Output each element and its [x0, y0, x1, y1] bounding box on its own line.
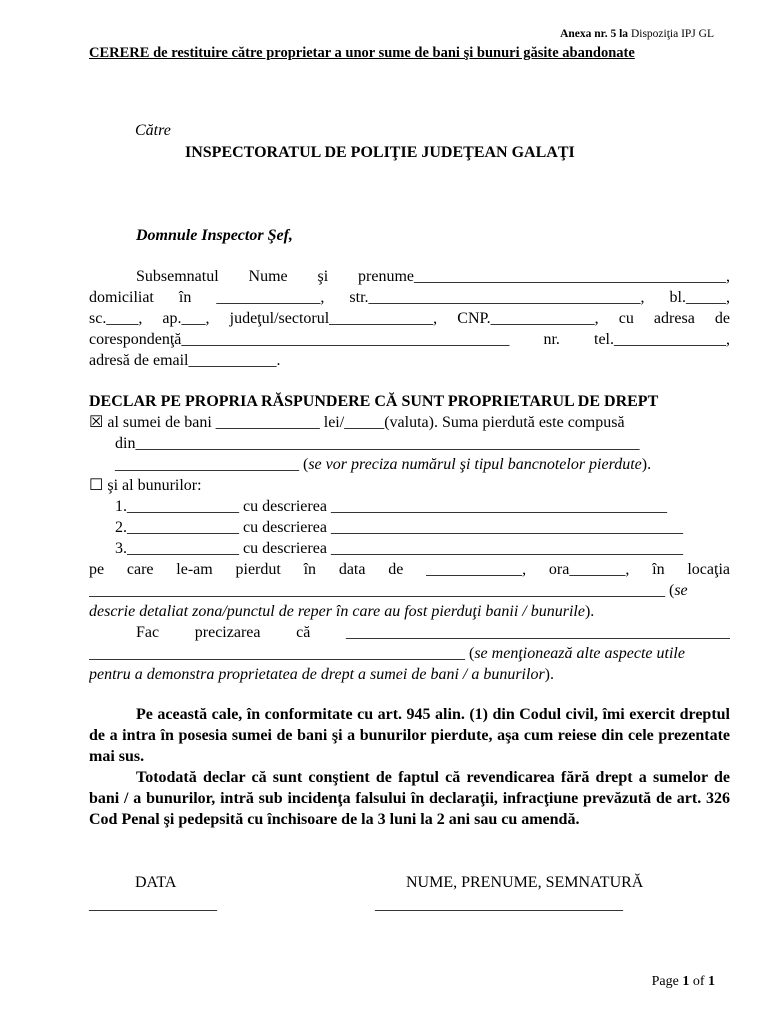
- date-blank: ________________: [89, 896, 217, 913]
- lost-location-line: [89, 580, 730, 601]
- remark-instruction-start: se menţionează alte aspecte utile: [474, 645, 685, 662]
- page-prefix: Page: [651, 974, 683, 989]
- money-line-2: din_______________________________________________________________: [115, 435, 640, 452]
- lost-location-line-2: [89, 601, 730, 622]
- page-current: 1: [682, 974, 690, 989]
- lost-location-instruction-start: se: [674, 582, 688, 599]
- lost-date-line: pe care le-am pierdut în data de ____________, ora_______, în locaţia: [89, 561, 730, 578]
- lost-location-end: ).: [584, 603, 595, 620]
- money-line-1: [89, 412, 730, 433]
- remark-end: ).: [544, 666, 554, 683]
- annex-number: Anexa nr. 5 la: [560, 28, 629, 40]
- salutation: Domnule Inspector Şef,: [136, 227, 293, 244]
- page-total: 1: [708, 974, 715, 989]
- identity-line-name: Subsemnatul Nume şi prenume_______________________________________,: [136, 268, 730, 285]
- document-title: [89, 45, 635, 62]
- goods-item-3: 3.______________ cu descrierea ____________________________________________: [115, 540, 683, 557]
- identity-line-cnp: sc.____, ap.___, judeţul/sectorul_____________, CNP._____________, cu adresa de: [89, 310, 730, 327]
- title-description: de restituire către proprietar a unor sume de bani şi bunuri găsite abandonate: [149, 45, 635, 61]
- identity-line-address: domiciliat în _____________, str.__________________________________, bl._____,: [89, 289, 730, 306]
- identity-section: [89, 266, 730, 371]
- goods-item-1: 1.______________ cu descrierea __________________________________________: [115, 498, 667, 515]
- addressee-institution: INSPECTORATUL DE POLIŢIE JUDEŢEAN GALAŢI: [185, 144, 575, 161]
- remark-line-3: [89, 664, 730, 685]
- money-checkbox[interactable]: ☒: [89, 414, 104, 431]
- lost-location-instruction: descrie detaliat zona/punctul de reper în care au fost pierduţi banii / bunurile: [89, 603, 585, 620]
- lost-location-blank: ________________________________________________________________________ (: [89, 582, 675, 599]
- annex-disposition: Dispoziţia IPJ GL: [628, 28, 714, 40]
- money-line-3: [89, 454, 730, 475]
- addressee-catre: Către: [135, 122, 171, 139]
- remark-instruction: pentru a demonstra proprietatea de drept a sumei de bani / a bunurilor: [89, 666, 545, 683]
- annex-reference: [560, 28, 714, 40]
- declaration-heading: DECLAR PE PROPRIA RĂSPUNDERE CĂ SUNT PROPRIETARUL DE DREPT: [89, 393, 659, 410]
- identity-line-email: adresă de email___________.: [89, 352, 281, 369]
- remark-line-2: [89, 643, 730, 664]
- name-signature-label: NUME, PRENUME, SEMNATURĂ: [406, 874, 644, 891]
- goods-checkbox[interactable]: ☐: [89, 477, 104, 494]
- declaration-section: [89, 391, 730, 685]
- money-notes-blank: _______________________ (: [115, 456, 309, 473]
- page-of: of: [689, 974, 708, 989]
- money-description: al sumei de bani _____________ lei/_____(valuta). Suma pierdută este compusă: [107, 414, 625, 431]
- remark-blank: _______________________________________________ (: [89, 645, 475, 662]
- legal-paragraph-1: Pe această cale, în conformitate cu art. 945 alin. (1) din Codul civil, îmi exercit dreptul de a intra în posesia sumei de bani şi a bunurilor pierdute, aşa cum reiese din cele prezentate mai sus.: [89, 706, 730, 765]
- goods-item-2: 2.______________ cu descrierea ____________________________________________: [115, 519, 683, 536]
- page-number: [652, 974, 715, 990]
- identity-line-correspondence: corespondenţă_________________________________________ nr. tel.______________,: [89, 331, 730, 348]
- name-signature-blank: _______________________________: [375, 896, 623, 913]
- date-label: DATA: [135, 874, 177, 891]
- goods-label: şi al bunurilor:: [103, 477, 202, 494]
- legal-paragraph-2: Totodată declar că sunt conştient de faptul că revendicarea fără drept a sumelor de bani / a bunurilor, intră sub incidenţa falsului în declaraţii, infracţiune prevăzută de art. 326 Cod Penal şi pedepsită cu închisoare de la 3 luni la 2 ani sau cu amendă.: [89, 769, 730, 828]
- title-cerere: CERERE: [89, 45, 150, 61]
- money-notes-end: ).: [641, 456, 652, 473]
- remark-line: Fac precizarea că ________________________________________________: [136, 624, 730, 641]
- goods-line: [89, 475, 730, 496]
- money-notes-instruction: se vor preciza numărul şi tipul bancnotelor pierdute: [308, 456, 642, 473]
